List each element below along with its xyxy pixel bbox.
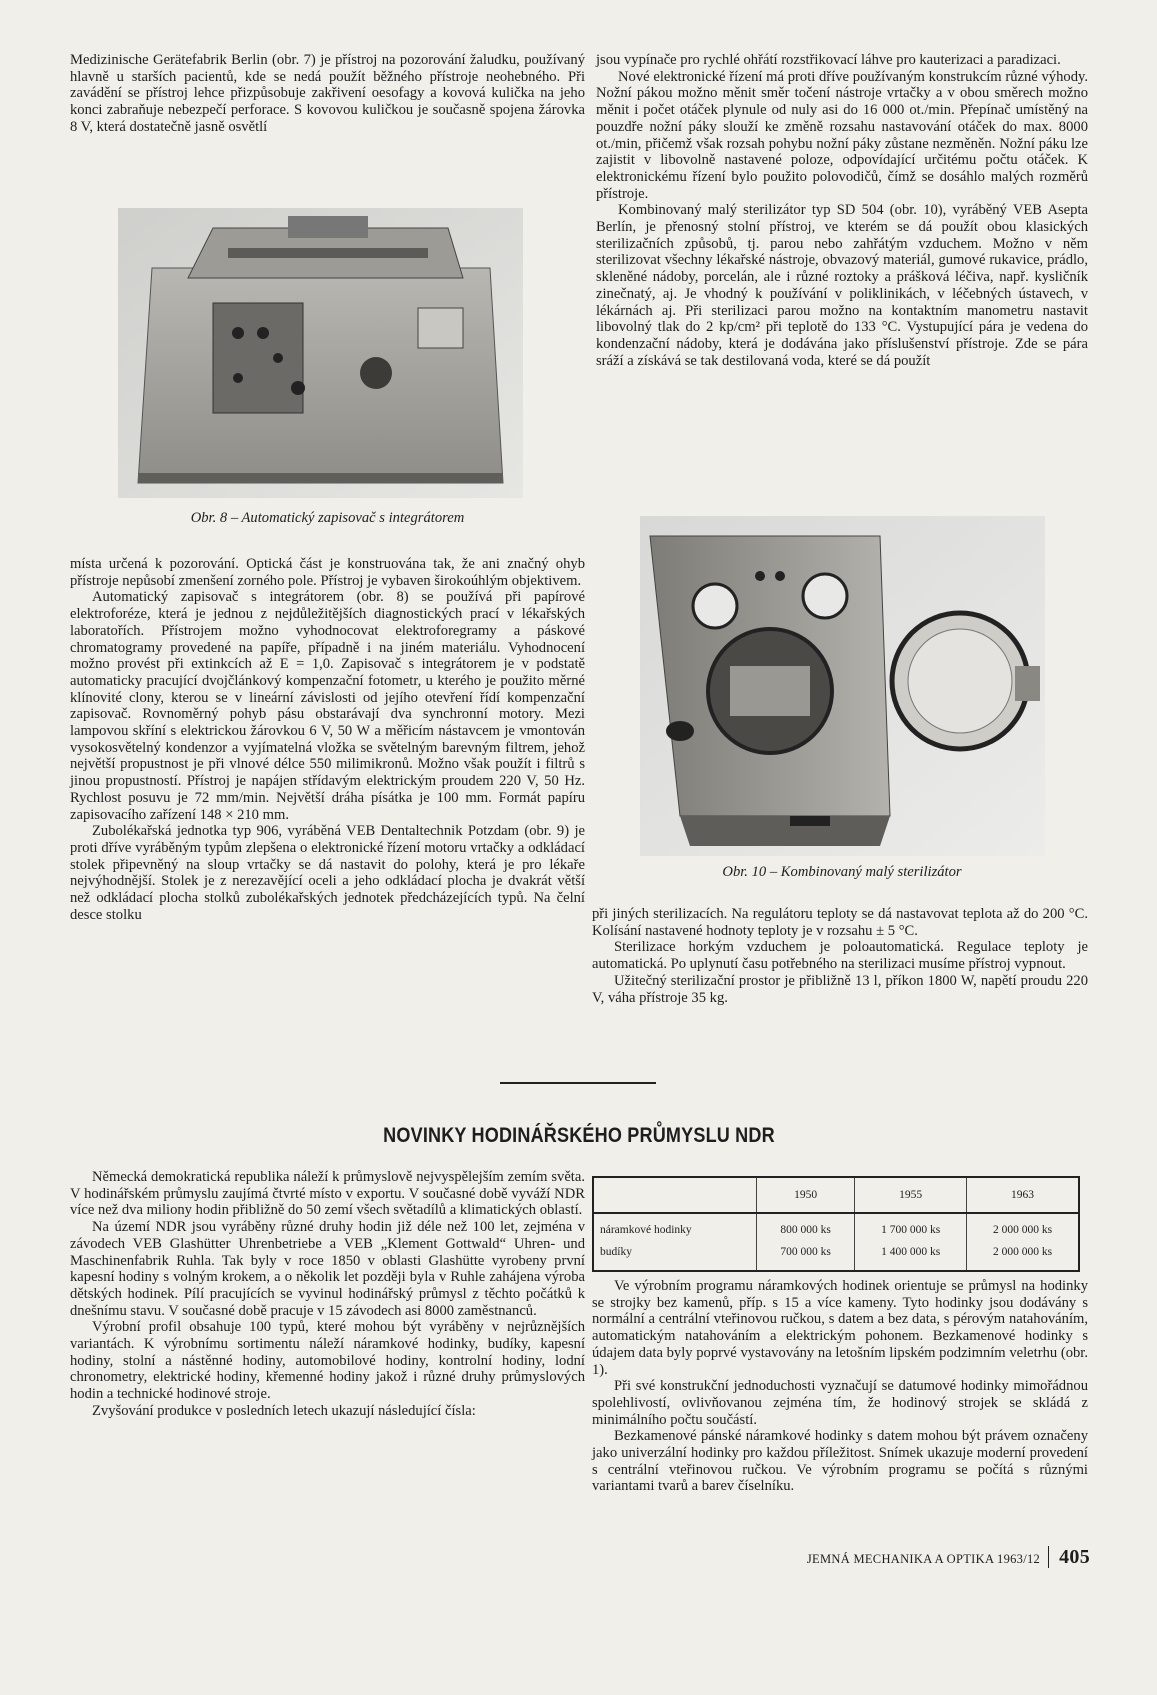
section-divider bbox=[500, 1082, 656, 1084]
article-heading: NOVINKY HODINÁŘSKÉHO PRŮMYSLU NDR bbox=[383, 1124, 775, 1147]
paragraph: Sterilizace horkým vzduchem je poloautomatická. Regulace teploty je automatická. Po uplynutí času potřebného na sterilizaci musíme přístroj vypnout. bbox=[592, 939, 1088, 973]
column-top-left bbox=[70, 52, 585, 136]
page-footer bbox=[700, 1546, 1090, 1569]
paragraph: Nové elektronické řízení má proti dříve používaným konstrukcím různé výhody. Nožní pákou možno měnit směr točení nástroje vrtačky a v obou směrech možno měnit i počet otáček plynule od nuly asi do 16 000 ot./min. Přepínač umístěný na pouzdře nožní páky slouží ke změně rozsahu nastavování otáček do max. 8000 ot./min, přičemž však rozsah pohybu nožní páky zůstane nezměněn. Nožní páku lze zajistit v libovolně nastavené poloze, odpovídající určitému počtu otáček. K elektronickému řízení bylo použito polovodičů, čímž se dosáhlo malých rozměrů přístroje. bbox=[596, 68, 1088, 202]
paragraph: Bezkamenové pánské náramkové hodinky s datem mohou být právem označeny jako univerzální hodinky pro každou příležitost. Snímek ukazuje moderní provedení s centrální vteřinovou ručkou. Ve výrobním programu se počítá s různými variantami tvarů a barev číselníku. bbox=[592, 1428, 1088, 1495]
paragraph: Medizinische Gerätefabrik Berlin (obr. 7) je přístroj na pozorování žaludku, používaný hlavně u starších pacientů, kde se nedá použít běžného přístroje neohebného. Při zavádění se přístroj lehce přizpůsobuje zakřivení oesofagy a kovová kulička na jeho konci zabraňuje nebezpečí perforace. S kovovou kuličkou je současně spojena žárovka 8 V, která dostatečně jasně osvětlí bbox=[70, 52, 585, 135]
column-middle-left bbox=[70, 556, 585, 923]
table-cell: 2 000 000 ks bbox=[967, 1241, 1079, 1271]
table-cell: 1 400 000 ks bbox=[855, 1241, 967, 1271]
caption-fig-10: Obr. 10 – Kombinovaný malý sterilizátor bbox=[722, 864, 962, 880]
paragraph: Výrobní profil obsahuje 100 typů, které mohou být vyráběny v nejrůznějších variantách. K výrobnímu sortimentu náleží náramkové hodinky, budíky, kapesní hodiny, stolní a nástěnné hodiny, automobilové hodiny, kontrolní hodiny, lodní chronometry, elektrické hodiny, křemenné hodiny jakož i různé druhy průmyslových hodin a technické hodinové stroje. bbox=[70, 1319, 585, 1403]
paragraph: Na území NDR jsou vyráběny různé druhy hodin již déle než 100 let, zejména v závodech VEB Glashütter Uhrenbetriebe a VEB „Klement Gottwald“ Uhren- und Maschinenfabrik Ruhla. Tak byly v roce 1850 v oblasti Glashütte vyrobeny první kapesní hodiny s volným krokem, a o několik let později byla v Ruhle zahájena výroba dětských hodinek. Pílí pracujících se vyvinul hodinářský průmysl z těchto počátků k dnešnímu stavu. V současné době pracuje v 15 závodech asi 8000 zaměstnanců. bbox=[70, 1219, 585, 1319]
production-table bbox=[592, 1176, 1080, 1272]
table-header-year: 1963 bbox=[967, 1177, 1079, 1213]
table-row-label: náramkové hodinky bbox=[593, 1213, 757, 1241]
table-cell: 800 000 ks bbox=[757, 1213, 855, 1241]
column-bottom-left bbox=[70, 1169, 585, 1420]
table-row-label: budíky bbox=[593, 1241, 757, 1271]
paragraph: Zvyšování produkce v posledních letech ukazují následující čísla: bbox=[92, 1402, 476, 1419]
table-header-year: 1950 bbox=[757, 1177, 855, 1213]
column-middle-right bbox=[592, 906, 1088, 1006]
paragraph: Automatický zapisovač s integrátorem (obr. 8) se používá při papírové elektroforéze, která je jednou z nejdůležitějších diagnostických prací v lékařských laboratořích. Přístrojem možno vyhodnocovat elektroforegramy a páskové chromatogramy provedené na papíře, případně i na jiném materiálu. Vyhodnocení možno provést při extinkcích až E = 1,0. Zapisovač s integrátorem je v podstatě automaticky pracující dvojčlánkový kompenzační fotometr, u kterého je použito měrné klínovité clony, kterou se v lineární závislosti od jejího otevření řídí kompenzační zapisovač. Rovnoměrný pohyb pásu obstarávají dva synchronní motory. Mezi lampovou skříní s elektrickou žárovkou 6 V, 50 W a měřicím nástavcem je vmontován vysokosvětelný kondenzor a vyjímatelná vložka se světelným barevným filtrem, jehož největší propustnost je při vlnové délce 550 milimikronů. Možno však použít i filtrů s jinou propustností. Přístroj je napájen střídavým elektrickým proudem 220 V, 50 Hz. Rychlost posuvu je 72 mm/min. Největší dráha písátka je 100 mm. Formát papíru zapisovacího zařízení 148 × 210 mm. bbox=[70, 589, 585, 823]
column-top-right bbox=[596, 52, 1088, 369]
table-cell: 700 000 ks bbox=[757, 1241, 855, 1271]
paragraph: při jiných sterilizacích. Na regulátoru teploty se dá nastavovat teplota až do 200 °C. Kolísání nastavené hodnoty teploty je v rozsahu ± 5 °C. bbox=[592, 906, 1088, 939]
column-bottom-right bbox=[592, 1278, 1088, 1495]
page-number: 405 bbox=[1048, 1546, 1090, 1568]
paragraph: jsou vypínače pro rychlé ohřátí rozstřikovací láhve pro kauterizaci a paradizaci. bbox=[596, 52, 1061, 68]
table-header-year: 1955 bbox=[855, 1177, 967, 1213]
table-row bbox=[593, 1213, 1079, 1241]
table-header-row bbox=[593, 1177, 1079, 1213]
table-cell: 2 000 000 ks bbox=[967, 1213, 1079, 1241]
table-cell: 1 700 000 ks bbox=[855, 1213, 967, 1241]
journal-name: JEMNÁ MECHANIKA A OPTIKA 1963/12 bbox=[806, 1552, 1041, 1566]
photo-sterilizer bbox=[640, 516, 1045, 856]
paragraph: Při své konstrukční jednoduchosti vyznačují se datumové hodinky mimořádnou spolehlivostí, ovlivňovanou zejména tím, že hodinový strojek se skládá z minimálního počtu součástí. bbox=[592, 1378, 1088, 1428]
photo-automatic-recorder bbox=[118, 208, 523, 498]
paragraph: Zubolékařská jednotka typ 906, vyráběná VEB Dentaltechnik Potzdam (obr. 9) je proti dříve vyráběným typům zlepšena o elektronické řízení motoru vrtačky a odkládací stolek připevněný na sloup vrtačky se dá nastavit do polohy, která je pro lékaře nejvýhodnější. Stolek je z nerezavějící oceli a jeho odkládací plocha je dvakrát větší než odkládací plocha stolků zubolékařských jednotek předcházejících typů. Na čelní desce stolku bbox=[70, 823, 585, 923]
table-header-empty bbox=[593, 1177, 757, 1213]
paragraph: místa určená k pozorování. Optická část je konstruována tak, že ani značný ohyb přístroje nepůsobí zmenšení zorného pole. Přístroj je vybaven širokoúhlým objektivem. bbox=[70, 556, 585, 589]
paragraph: Užitečný sterilizační prostor je přibližně 13 l, příkon 1800 W, napětí proudu 220 V, váha přístroje 35 kg. bbox=[592, 972, 1088, 1006]
paragraph: Kombinovaný malý sterilizátor typ SD 504 (obr. 10), vyráběný VEB Asepta Berlín, je přenosný stolní přístroj, ve kterém se dá použít obou klasických sterilizačních způsobů, tj. parou nebo zahřátým vzduchem. Možno v něm sterilizovat všechny lékařské nástroje, obvazový materiál, gumové rukavice, prádlo, skleněné nádoby, porcelán, ale i různé roztoky a prášková léčiva, např. kysličník zinečnatý, aj. Je vhodný k používání v poliklinikách, v léčebných ústavech, v lékárnách aj. Při sterilizaci parou možno na kontaktním manometru nastavit libovolný tlak do 2 kp/cm² při teplotě do 133 °C. Vystupující pára je vedena do kondenzační nádoby, která je dodávána jako příslušenství přístroje. Zde se pára sráží a získává se tak destilovaná voda, které se dá použít bbox=[596, 202, 1088, 369]
table-row bbox=[593, 1241, 1079, 1271]
caption-fig-8: Obr. 8 – Automatický zapisovač s integrátorem bbox=[190, 510, 465, 526]
paragraph: Německá demokratická republika náleží k průmyslově nejvyspělejším zemím světa. V hodinářském průmyslu zaujímá čtvrté místo v exportu. V současné době vyváží NDR více než dva miliony hodin přibližně do 50 zemí všech světadílů a klimatických oblastí. bbox=[70, 1169, 585, 1219]
paragraph: Ve výrobním programu náramkových hodinek orientuje se průmysl na hodinky se strojky bez kamenů, příp. s 15 a více kameny. Tyto hodinky jsou dodávány s normální a centrální vteřinovou ručkou, s datem a bez data, s pérovým natahováním, automatickým natahováním a elektrickým pohonem. Bezkamenové hodinky s údajem data byly poprvé vystavovány na letošním lipském podzimním veletrhu (obr. 1). bbox=[592, 1278, 1088, 1378]
